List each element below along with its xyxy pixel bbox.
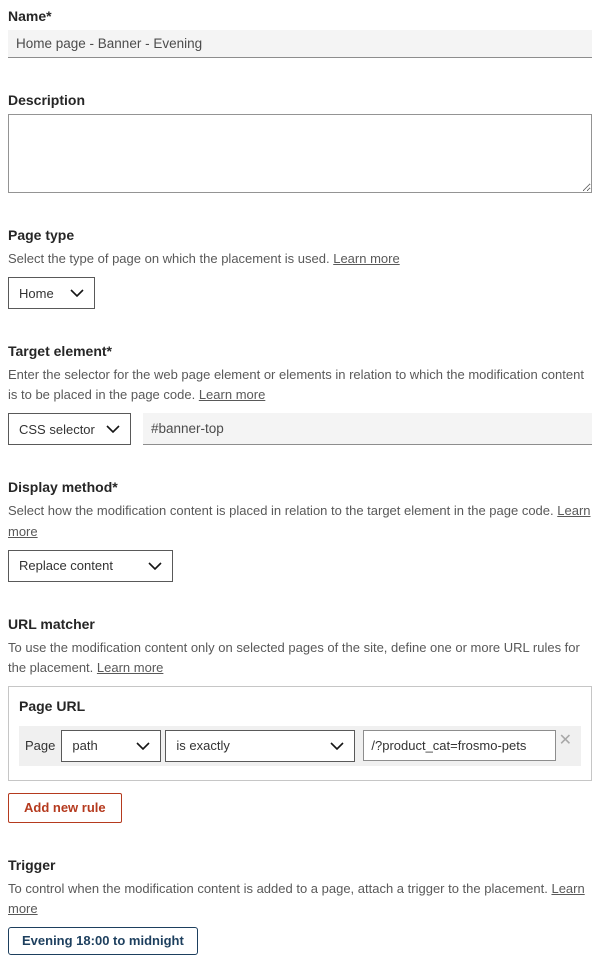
name-section xyxy=(8,8,592,58)
add-new-rule-button[interactable]: Add new rule xyxy=(8,793,122,823)
display-method-selected-value: Replace content xyxy=(19,558,113,574)
url-rule-group-title: Page URL xyxy=(19,697,86,714)
url-operator-selected-value: is exactly xyxy=(176,738,230,754)
url-operator-select[interactable] xyxy=(165,730,355,762)
page-type-help-text: Select the type of page on which the placement is used. xyxy=(8,251,330,266)
target-element-help-text: Enter the selector for the web page element or elements in relation to which the modification content is to be placed in the page code. xyxy=(8,367,584,403)
url-value-input[interactable] xyxy=(363,730,555,761)
page-type-section xyxy=(8,227,592,309)
description-textarea[interactable] xyxy=(8,114,592,193)
url-matcher-label: URL matcher xyxy=(8,615,95,632)
chevron-down-icon xyxy=(136,742,150,750)
display-method-help-text: Select how the modification content is placed in relation to the target element in the page code. xyxy=(8,503,554,519)
target-element-section xyxy=(8,343,592,445)
url-matcher-learn-more-link[interactable]: Learn more xyxy=(96,659,164,675)
close-icon[interactable]: ✕ xyxy=(558,731,572,749)
target-element-row xyxy=(8,413,592,445)
selector-type-selected-value: CSS selector xyxy=(19,421,95,437)
chevron-down-icon xyxy=(148,562,162,570)
trigger-learn-more-link[interactable]: Learn more xyxy=(8,880,585,917)
display-method-section xyxy=(8,479,592,581)
page-type-learn-more-link[interactable]: Learn more xyxy=(333,251,400,266)
target-element-help xyxy=(8,365,592,405)
name-input[interactable] xyxy=(8,30,592,58)
url-rule-row xyxy=(19,726,581,766)
display-method-learn-more-link[interactable]: Learn more xyxy=(8,503,591,539)
target-element-label: Target element* xyxy=(8,343,112,360)
page-type-help xyxy=(8,249,592,269)
url-rule-prefix-label: Page xyxy=(25,738,56,754)
display-method-help xyxy=(8,501,592,541)
url-rule-group-card xyxy=(8,686,592,781)
description-section xyxy=(8,92,592,193)
trigger-help-text: To control when the modification content is added to a page, attach a trigger to the placement. xyxy=(8,880,548,896)
display-method-select[interactable] xyxy=(8,550,173,582)
trigger-section xyxy=(8,857,592,955)
url-part-selected-value: path xyxy=(72,738,98,754)
trigger-label: Trigger xyxy=(8,856,56,873)
description-label: Description xyxy=(8,92,86,108)
display-method-label: Display method* xyxy=(8,479,118,496)
name-label: Name* xyxy=(8,8,52,24)
trigger-help xyxy=(8,879,592,919)
chevron-down-icon xyxy=(70,289,84,297)
url-part-select[interactable] xyxy=(61,730,161,762)
target-element-learn-more-link[interactable]: Learn more xyxy=(198,387,266,403)
page-type-select[interactable] xyxy=(8,277,95,309)
chevron-down-icon xyxy=(106,425,120,433)
selector-type-select[interactable] xyxy=(8,413,131,445)
trigger-chip-button[interactable]: Evening 18:00 to midnight xyxy=(8,927,198,955)
page-type-label: Page type xyxy=(8,227,75,243)
page-type-selected-value: Home xyxy=(19,285,54,301)
chevron-down-icon xyxy=(330,742,344,750)
selector-value-input[interactable] xyxy=(143,413,592,445)
url-matcher-section xyxy=(8,616,592,823)
url-matcher-help-text: To use the modification content only on selected pages of the site, define one or more URL rules for the placement. xyxy=(8,639,580,675)
url-matcher-help xyxy=(8,638,592,678)
